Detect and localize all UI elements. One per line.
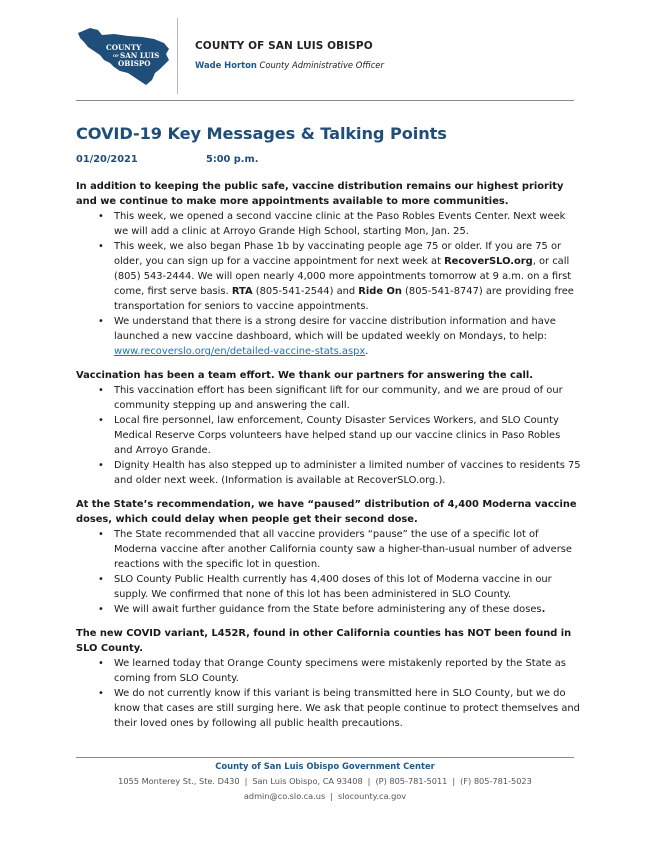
section-moderna-pause <box>76 497 581 617</box>
footer-email: admin@co.slo.ca.us <box>243 791 326 801</box>
footer-contact <box>0 791 650 801</box>
section-heading: In addition to keeping the public safe, vaccine distribution remains our highest priority and we continue to make more appointments available to more communities. <box>76 181 564 207</box>
footer-phone: (P) 805-781-5011 <box>375 776 448 786</box>
header-rule <box>76 100 574 101</box>
footer-separator: | <box>330 791 334 801</box>
bullet-list <box>76 527 581 617</box>
list-item <box>76 239 581 314</box>
footer-address <box>0 776 650 786</box>
section-vaccine-distribution <box>76 179 581 359</box>
officer-name: Wade Horton <box>195 60 257 70</box>
county-logo <box>76 27 172 87</box>
list-item-text: We will await further guidance from the State before administering any of these doses <box>114 604 542 615</box>
list-item-text: We understand that there is a strong desire for vaccine distribution information and have launched a new vaccine dashboard, which will be updated weekly on Mondays, to help: <box>114 316 556 342</box>
list-item: • The State recommended that all vaccine providers “pause” the use of a specific lot of Moderna vaccine after another California county saw a higher-than-usual number of adverse reactions with the specific lot in question. <box>76 527 581 572</box>
county-map-logo-icon <box>76 27 172 87</box>
ride-on-bold: Ride On <box>358 286 402 297</box>
section-heading: At the State’s recommendation, we have “paused” distribution of 4,400 Moderna vaccine doses, which could delay when people get their second dose. <box>76 499 577 525</box>
org-name: COUNTY OF SAN LUIS OBISPO <box>195 40 373 52</box>
footer-website: slocounty.ca.gov <box>338 791 407 801</box>
list-item <box>76 602 581 617</box>
logo-text-san-luis: SAN LUIS <box>120 51 160 60</box>
bullet-list <box>76 656 581 731</box>
bold-period: . <box>541 604 546 615</box>
list-item <box>76 314 581 359</box>
header-divider <box>177 18 178 94</box>
bullet-list <box>76 209 581 359</box>
page-title: COVID-19 Key Messages & Talking Points <box>76 124 447 143</box>
list-item-text: (805-541-8747) are providing free transportation for seniors to vaccine appointments. <box>114 286 574 312</box>
vaccine-stats-link[interactable]: www.recoverslo.org/en/detailed-vaccine-stats.aspx <box>114 346 366 357</box>
footer-rule <box>76 757 574 758</box>
footer-separator: | <box>452 776 456 786</box>
list-item-text: (805-541-2544) and <box>252 286 359 297</box>
section-heading: Vaccination has been a team effort. We thank our partners for answering the call. <box>76 370 534 381</box>
document-date: 01/20/2021 <box>76 154 138 165</box>
recoverslo-bold: RecoverSLO.org <box>444 256 533 267</box>
logo-text-of: OF <box>113 54 119 58</box>
footer-title: County of San Luis Obispo Government Center <box>215 761 435 771</box>
document-time: 5:00 p.m. <box>206 154 259 165</box>
list-item: • This vaccination effort has been significant lift for our community, and we are proud of our community stepping up and answering the call. <box>76 383 581 413</box>
section-team-effort <box>76 368 581 488</box>
list-item-text: , or call (805) 543-2444. We will open nearly 4,000 more appointments tomorrow at 9 a.m. on a first come, first serve basis. <box>114 256 572 297</box>
talking-points <box>76 179 581 740</box>
officer-title: County Administrative Officer <box>259 60 384 70</box>
footer-separator: | <box>367 776 371 786</box>
bullet-list <box>76 383 581 488</box>
section-covid-variant <box>76 626 581 731</box>
footer-city: San Luis Obispo, CA 93408 <box>252 776 363 786</box>
list-item: • SLO County Public Health currently has 4,400 doses of this lot of Moderna vaccine in our supply. We confirmed that none of this lot has been administered in SLO County. <box>76 572 581 602</box>
section-heading: The new COVID variant, L452R, found in other California counties has NOT been found in SLO County. <box>76 628 572 654</box>
logo-text-obispo: OBISPO <box>118 59 151 68</box>
footer-separator: | <box>244 776 248 786</box>
footer-fax: (F) 805-781-5023 <box>460 776 532 786</box>
list-item-text: This week, we also began Phase 1b by vaccinating people age 75 or older. If you are 75 or older, you can sign up for a vaccine appointment for next week at <box>114 241 562 267</box>
officer-line <box>195 60 384 70</box>
list-item: • We learned today that Orange County specimens were mistakenly reported by the State as coming from SLO County. <box>76 656 581 686</box>
rta-bold: RTA <box>231 286 253 297</box>
list-item-text: . <box>365 346 369 357</box>
list-item: • This week, we opened a second vaccine clinic at the Paso Robles Events Center. Next week we will add a clinic at Arroyo Grande High School, starting Mon, Jan. 25. <box>76 209 581 239</box>
footer-street: 1055 Monterey St., Ste. D430 <box>118 776 240 786</box>
list-item: • Dignity Health has also stepped up to administer a limited number of vaccines to residents 75 and older next week. (Information is available at RecoverSLO.org.). <box>76 458 581 488</box>
list-item: • Local fire personnel, law enforcement, County Disaster Services Workers, and SLO County Medical Reserve Corps volunteers have helped stand up our vaccine clinics in Paso Robles and Arroyo Grande. <box>76 413 581 458</box>
list-item: • We do not currently know if this variant is being transmitted here in SLO County, but we do know that cases are still surging here. We ask that people continue to protect themselves and their loved ones by following all public health precautions. <box>76 686 581 731</box>
logo-text-county: COUNTY <box>106 43 142 52</box>
